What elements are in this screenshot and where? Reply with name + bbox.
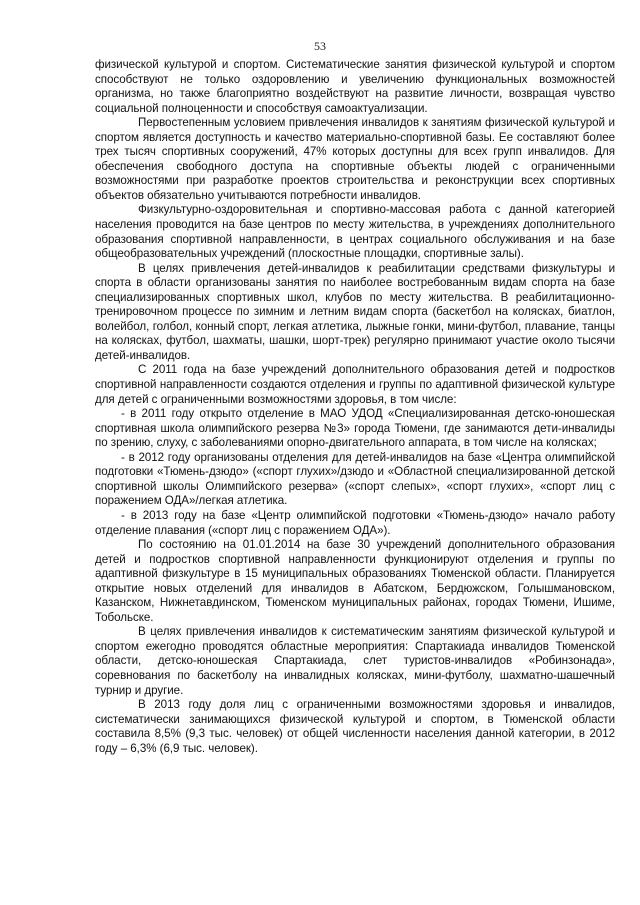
paragraph-status-2014: По состоянию на 01.01.2014 на базе 30 учреждений дополнительного образования детей и подростков спортивной направленности функционируют отделения и группы по адаптивной физкультуре в 15 муниципальных образованиях Тюменской области. Планируется открытие новых отделений для инвалидов в Абатском, Бердюжском, Голышмановском, Казанском, Нижнетавдинском, Тюменском муниципальных районах, городах Тюмени, Ишиме, Тобольске.: [95, 538, 615, 624]
paragraph-continuation: физической культурой и спортом. Систематические занятия физической культурой и спортом способствуют не только оздоровлению и увеличению функциональных возможностей организма, но также благоприятно воздействуют на развитие личности, возвращая чувство социальной полноценности и способствуя самоактуализации.: [95, 58, 615, 115]
list-item-2012: - в 2012 году организованы отделения для детей-инвалидов на базе «Центра олимпийской подготовки «Тюмень-дзюдо» («спорт глухих»/дзюдо и «Областной специализированной детской спортивной школы Олимпийского резерва» («спорт слепых», «спорт глухих», «спорт лиц с поражением ОДА»/легкая атлетика.: [95, 450, 615, 508]
document-body: [95, 58, 615, 756]
list-item-2013: - в 2013 году на базе «Центр олимпийской подготовки «Тюмень-дзюдо» начало работу отделение плавания («спорт лиц с поражением ОДА»).: [95, 508, 615, 537]
page-number: 53: [314, 39, 326, 53]
paragraph-sports-mass-work: Физкультурно-оздоровительная и спортивно-массовая работа с данной категорией населения проводится на базе центров по месту жительства, в учреждениях дополнительного образования спортивной направленности, в центрах социального обслуживания и на базе общеобразовательных учреждений (плоскостные площадки, спортивные залы).: [95, 203, 615, 261]
paragraph-children-rehabilitation: В целях привлечения детей-инвалидов к реабилитации средствами физкультуры и спорта в области организованы занятия по наиболее востребованным видам спорта на базе специализированных спортивных школ, клубов по месту жительства. В реабилитационно-тренировочном процессе по зимним и летним видам спорта (баскетбол на колясках, биатлон, волейбол, голбол, конный спорт, легкая атлетика, лыжные гонки, мини-футбол, плавание, танцы на колясках, футбол, шахматы, шашки, шорт-трек) регулярно принимают участие около тысячи детей-инвалидов.: [95, 261, 615, 362]
paragraph-sports-base-access: Первостепенным условием привлечения инвалидов к занятиям физической культурой и спортом является доступность и качество материально-спортивной базы. Ее составляют более трех тысяч спортивных сооружений, 47% которых доступны для всех групп инвалидов. Для обеспечения свободного доступа на спортивные объекты людей с ограниченными возможностями при разработке проектов строительства и реконструкции всех спортивных объектов обязательно учитываются потребности инвалидов.: [95, 116, 615, 202]
paragraph-since-2011: С 2011 года на базе учреждений дополнительного образования детей и подростков спортивной направленности создаются отделения и группы по адаптивной физической культуре для детей с ограниченными возможностями здоровья, в том числе:: [95, 363, 615, 406]
paragraph-regional-events: В целях привлечения инвалидов к систематическим занятиям физической культурой и спортом ежегодно проводятся областные мероприятия: Спартакиада инвалидов Тюменской области, детско-юношеская Спартакиада, слет туристов-инвалидов «Робинзонада», соревнования по баскетболу на инвалидных колясках, мини-футболу, шахматно-шашечный турнир и другие.: [95, 625, 615, 697]
list-item-2011: - в 2011 году открыто отделение в МАО УДОД «Специализированная детско-юношеская спортивная школа олимпийского резерва №3» города Тюмени, где занимаются дети-инвалиды по зрению, слуху, с заболеваниями опорно-двигательного аппарата, в том числе на колясках;: [95, 407, 615, 450]
paragraph-share-statistics: В 2013 году доля лиц с ограниченными возможностями здоровья и инвалидов, систематически занимающихся физической культурой и спортом, в Тюменской области составила 8,5% (9,3 тыс. человек) от общей численности населения данной категории, в 2012 году – 6,3% (6,9 тыс. человек).: [95, 698, 615, 755]
